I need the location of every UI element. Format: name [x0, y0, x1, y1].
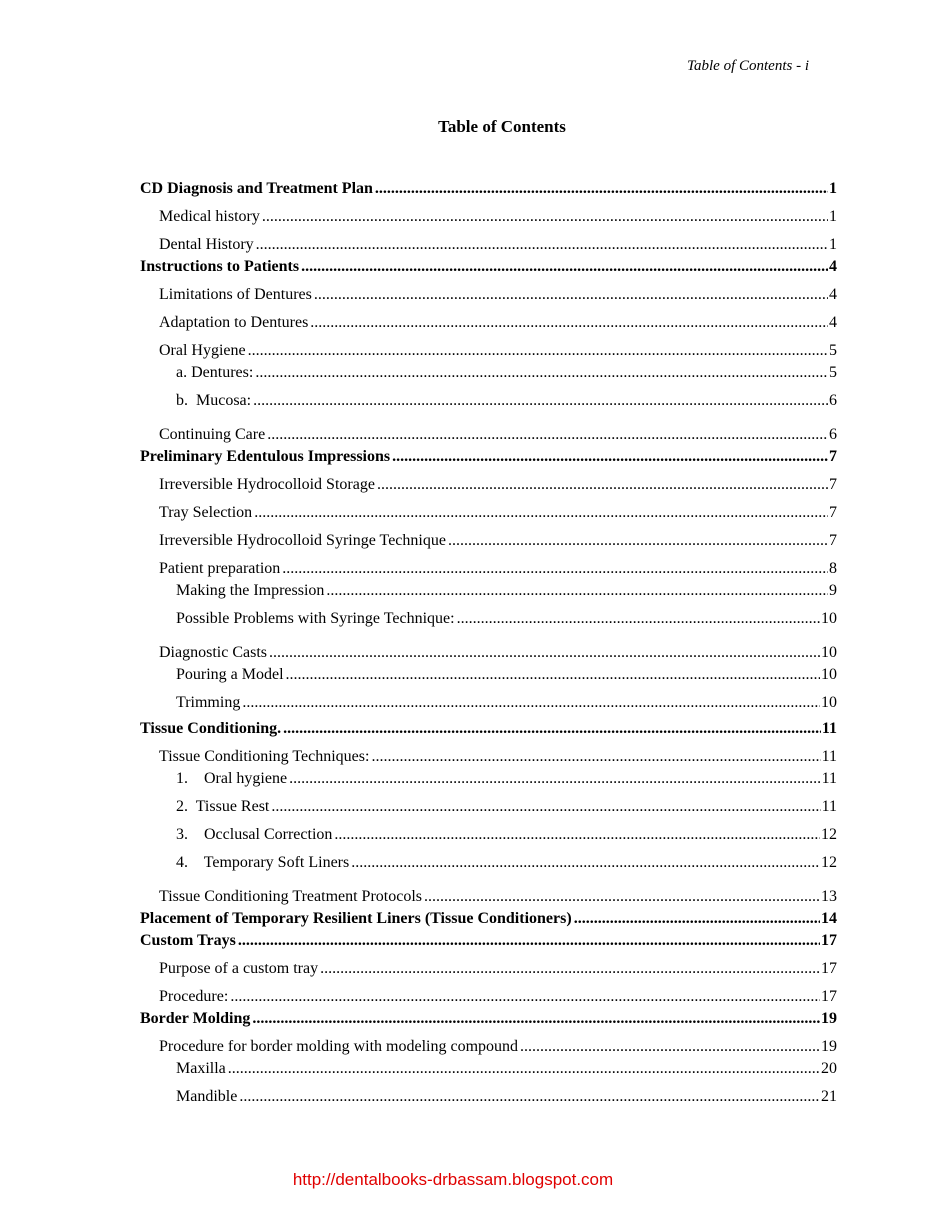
- toc-entry-label: Limitations of Dentures: [159, 286, 312, 303]
- toc-entry-label: Tissue Conditioning Techniques:: [159, 748, 370, 765]
- toc-entry-label: Tissue Conditioning Treatment Protocols: [159, 888, 422, 905]
- toc-entry[interactable]: [159, 748, 837, 766]
- toc-entry-page-number: 1: [829, 208, 837, 225]
- toc-entry-label: Instructions to Patients: [140, 258, 300, 275]
- toc-dot-leader: [424, 888, 820, 906]
- toc-dot-leader: [334, 826, 820, 844]
- toc-dot-leader: [242, 694, 820, 712]
- toc-entry[interactable]: [140, 932, 837, 950]
- toc-entry[interactable]: [159, 236, 837, 254]
- toc-entry-page-number: 13: [821, 888, 837, 905]
- toc-entry[interactable]: [176, 392, 837, 410]
- toc-dot-leader: [254, 504, 828, 522]
- toc-entry-page-number: 20: [821, 1060, 837, 1077]
- toc-entry-page-number: 7: [829, 504, 837, 521]
- toc-entry-page-number: 10: [821, 610, 837, 627]
- toc-dot-leader: [252, 1010, 820, 1028]
- toc-entry-label: 2. Tissue Rest: [176, 798, 270, 815]
- toc-entry-page-number: 6: [829, 426, 837, 443]
- toc-entry-label: Tissue Conditioning.: [140, 720, 282, 737]
- toc-entry-label: b. Mucosa:: [176, 392, 252, 409]
- toc-entry-page-number: 7: [829, 448, 837, 465]
- toc-entry-page-number: 14: [821, 910, 837, 927]
- toc-entry-page-number: 7: [829, 532, 837, 549]
- toc-entry-label: Procedure:: [159, 988, 229, 1005]
- page-title: Table of Contents: [438, 117, 566, 136]
- toc-entry[interactable]: [176, 610, 837, 628]
- toc-dot-leader: [283, 720, 821, 738]
- toc-entry-page-number: 17: [821, 932, 837, 949]
- toc-entry-page-number: 19: [821, 1038, 837, 1055]
- toc-entry-label: Procedure for border molding with modeling compound: [159, 1038, 519, 1055]
- toc-entry[interactable]: [159, 286, 837, 304]
- toc-entry[interactable]: [176, 1088, 837, 1106]
- toc-entry[interactable]: [159, 476, 837, 494]
- toc-dot-leader: [248, 342, 828, 360]
- toc-dot-leader: [228, 1060, 820, 1078]
- toc-entry-page-number: 12: [821, 854, 837, 871]
- toc-entry[interactable]: [176, 1060, 837, 1078]
- toc-entry-page-number: 5: [829, 342, 837, 359]
- toc-dot-leader: [262, 208, 828, 226]
- toc-entry-page-number: 9: [829, 582, 837, 599]
- toc-entry-label: Trimming: [176, 694, 241, 711]
- toc-entry[interactable]: [176, 694, 837, 712]
- toc-entry-label: Irreversible Hydrocolloid Storage: [159, 476, 375, 493]
- toc-entry[interactable]: [140, 448, 837, 466]
- toc-entry-label: Custom Trays: [140, 932, 236, 949]
- toc-entry[interactable]: [140, 180, 837, 198]
- toc-entry-label: Dental History: [159, 236, 254, 253]
- toc-entry-label: Patient preparation: [159, 560, 281, 577]
- toc-dot-leader: [375, 180, 828, 198]
- toc-entry-page-number: 11: [821, 720, 837, 737]
- toc-entry[interactable]: [140, 720, 837, 738]
- toc-entry-page-number: 21: [821, 1088, 837, 1105]
- toc-dot-leader: [520, 1038, 820, 1056]
- toc-entry-page-number: 11: [821, 748, 837, 765]
- toc-entry[interactable]: [140, 910, 837, 928]
- toc-entry-page-number: 4: [829, 258, 837, 275]
- toc-entry-page-number: 12: [821, 826, 837, 843]
- toc-entry[interactable]: [159, 342, 837, 360]
- toc-entry[interactable]: [159, 532, 837, 550]
- toc-entry[interactable]: [140, 258, 837, 276]
- toc-entry[interactable]: [159, 960, 837, 978]
- footer-url-link[interactable]: http://dentalbooks-drbassam.blogspot.com: [292, 1170, 614, 1189]
- toc-entry-page-number: 10: [821, 644, 837, 661]
- toc-entry[interactable]: [176, 666, 837, 684]
- toc-entry-label: Oral Hygiene: [159, 342, 246, 359]
- toc-entry[interactable]: [176, 770, 837, 788]
- toc-entry-label: Possible Problems with Syringe Technique:: [176, 610, 455, 627]
- toc-entry-label: Irreversible Hydrocolloid Syringe Technique: [159, 532, 446, 549]
- toc-entry-page-number: 1: [829, 180, 837, 197]
- toc-entry-page-number: 19: [821, 1010, 837, 1027]
- toc-entry-page-number: 10: [821, 694, 837, 711]
- toc-dot-leader: [253, 392, 828, 410]
- toc-entry[interactable]: [159, 1038, 837, 1056]
- toc-entry[interactable]: [159, 988, 837, 1006]
- toc-dot-leader: [256, 236, 828, 254]
- toc-entry[interactable]: [176, 798, 837, 816]
- running-header: Table of Contents - i: [687, 58, 809, 74]
- toc-dot-leader: [286, 666, 820, 684]
- toc-entry[interactable]: [176, 854, 837, 872]
- toc-dot-leader: [239, 1088, 820, 1106]
- toc-entry-page-number: 5: [829, 364, 837, 381]
- toc-entry[interactable]: [159, 426, 837, 444]
- toc-entry-label: Tray Selection: [159, 504, 253, 521]
- toc-dot-leader: [351, 854, 820, 872]
- toc-entry-label: 1. Oral hygiene: [176, 770, 288, 787]
- toc-entry-page-number: 8: [829, 560, 837, 577]
- toc-entry-page-number: 6: [829, 392, 837, 409]
- toc-dot-leader: [457, 610, 820, 628]
- toc-entry[interactable]: [159, 644, 837, 662]
- toc-dot-leader: [326, 582, 828, 600]
- toc-entry[interactable]: [159, 208, 837, 226]
- toc-dot-leader: [310, 314, 828, 332]
- toc-dot-leader: [377, 476, 828, 494]
- toc-dot-leader: [574, 910, 820, 928]
- toc-dot-leader: [320, 960, 820, 978]
- toc-entry-label: Maxilla: [176, 1060, 226, 1077]
- toc-entry-label: Making the Impression: [176, 582, 325, 599]
- toc-entry-label: Adaptation to Dentures: [159, 314, 309, 331]
- toc-entry-page-number: 7: [829, 476, 837, 493]
- toc-dot-leader: [255, 364, 828, 382]
- toc-dot-leader: [314, 286, 828, 304]
- toc-dot-leader: [271, 798, 820, 816]
- toc-entry[interactable]: [159, 560, 837, 578]
- toc-dot-leader: [448, 532, 828, 550]
- toc-entry-page-number: 4: [829, 314, 837, 331]
- toc-entry-label: Purpose of a custom tray: [159, 960, 319, 977]
- toc-entry[interactable]: [140, 1010, 837, 1028]
- toc-dot-leader: [282, 560, 828, 578]
- toc-entry-label: Continuing Care: [159, 426, 266, 443]
- toc-dot-leader: [392, 448, 828, 466]
- toc-entry-page-number: 17: [821, 988, 837, 1005]
- toc-entry[interactable]: [159, 314, 837, 332]
- toc-entry-label: 4. Temporary Soft Liners: [176, 854, 350, 871]
- toc-dot-leader: [371, 748, 820, 766]
- toc-entry[interactable]: [159, 888, 837, 906]
- toc-entry[interactable]: [159, 504, 837, 522]
- toc-dot-leader: [269, 644, 820, 662]
- toc-entry-page-number: 11: [821, 770, 837, 787]
- toc-entry[interactable]: [176, 826, 837, 844]
- toc-dot-leader: [267, 426, 828, 444]
- toc-entry-label: Mandible: [176, 1088, 238, 1105]
- toc-dot-leader: [238, 932, 820, 950]
- toc-entry-page-number: 17: [821, 960, 837, 977]
- toc-entry-label: Diagnostic Casts: [159, 644, 267, 661]
- toc-entry-page-number: 11: [821, 798, 837, 815]
- toc-entry-label: a. Dentures:: [176, 364, 254, 381]
- toc-entry[interactable]: [176, 364, 837, 382]
- toc-entry-page-number: 4: [829, 286, 837, 303]
- toc-entry-label: Border Molding: [140, 1010, 251, 1027]
- toc-entry-label: Placement of Temporary Resilient Liners (Tissue Conditioners): [140, 910, 572, 927]
- toc-entry-page-number: 10: [821, 666, 837, 683]
- toc-entry[interactable]: [176, 582, 837, 600]
- toc-dot-leader: [289, 770, 821, 788]
- toc-entry-label: Pouring a Model: [176, 666, 284, 683]
- toc-entry-label: Preliminary Edentulous Impressions: [140, 448, 391, 465]
- toc-entry-label: 3. Occlusal Correction: [176, 826, 333, 843]
- toc-dot-leader: [230, 988, 820, 1006]
- toc-entry-label: Medical history: [159, 208, 260, 225]
- toc-dot-leader: [301, 258, 828, 276]
- toc-entry-page-number: 1: [829, 236, 837, 253]
- toc-entry-label: CD Diagnosis and Treatment Plan: [140, 180, 373, 197]
